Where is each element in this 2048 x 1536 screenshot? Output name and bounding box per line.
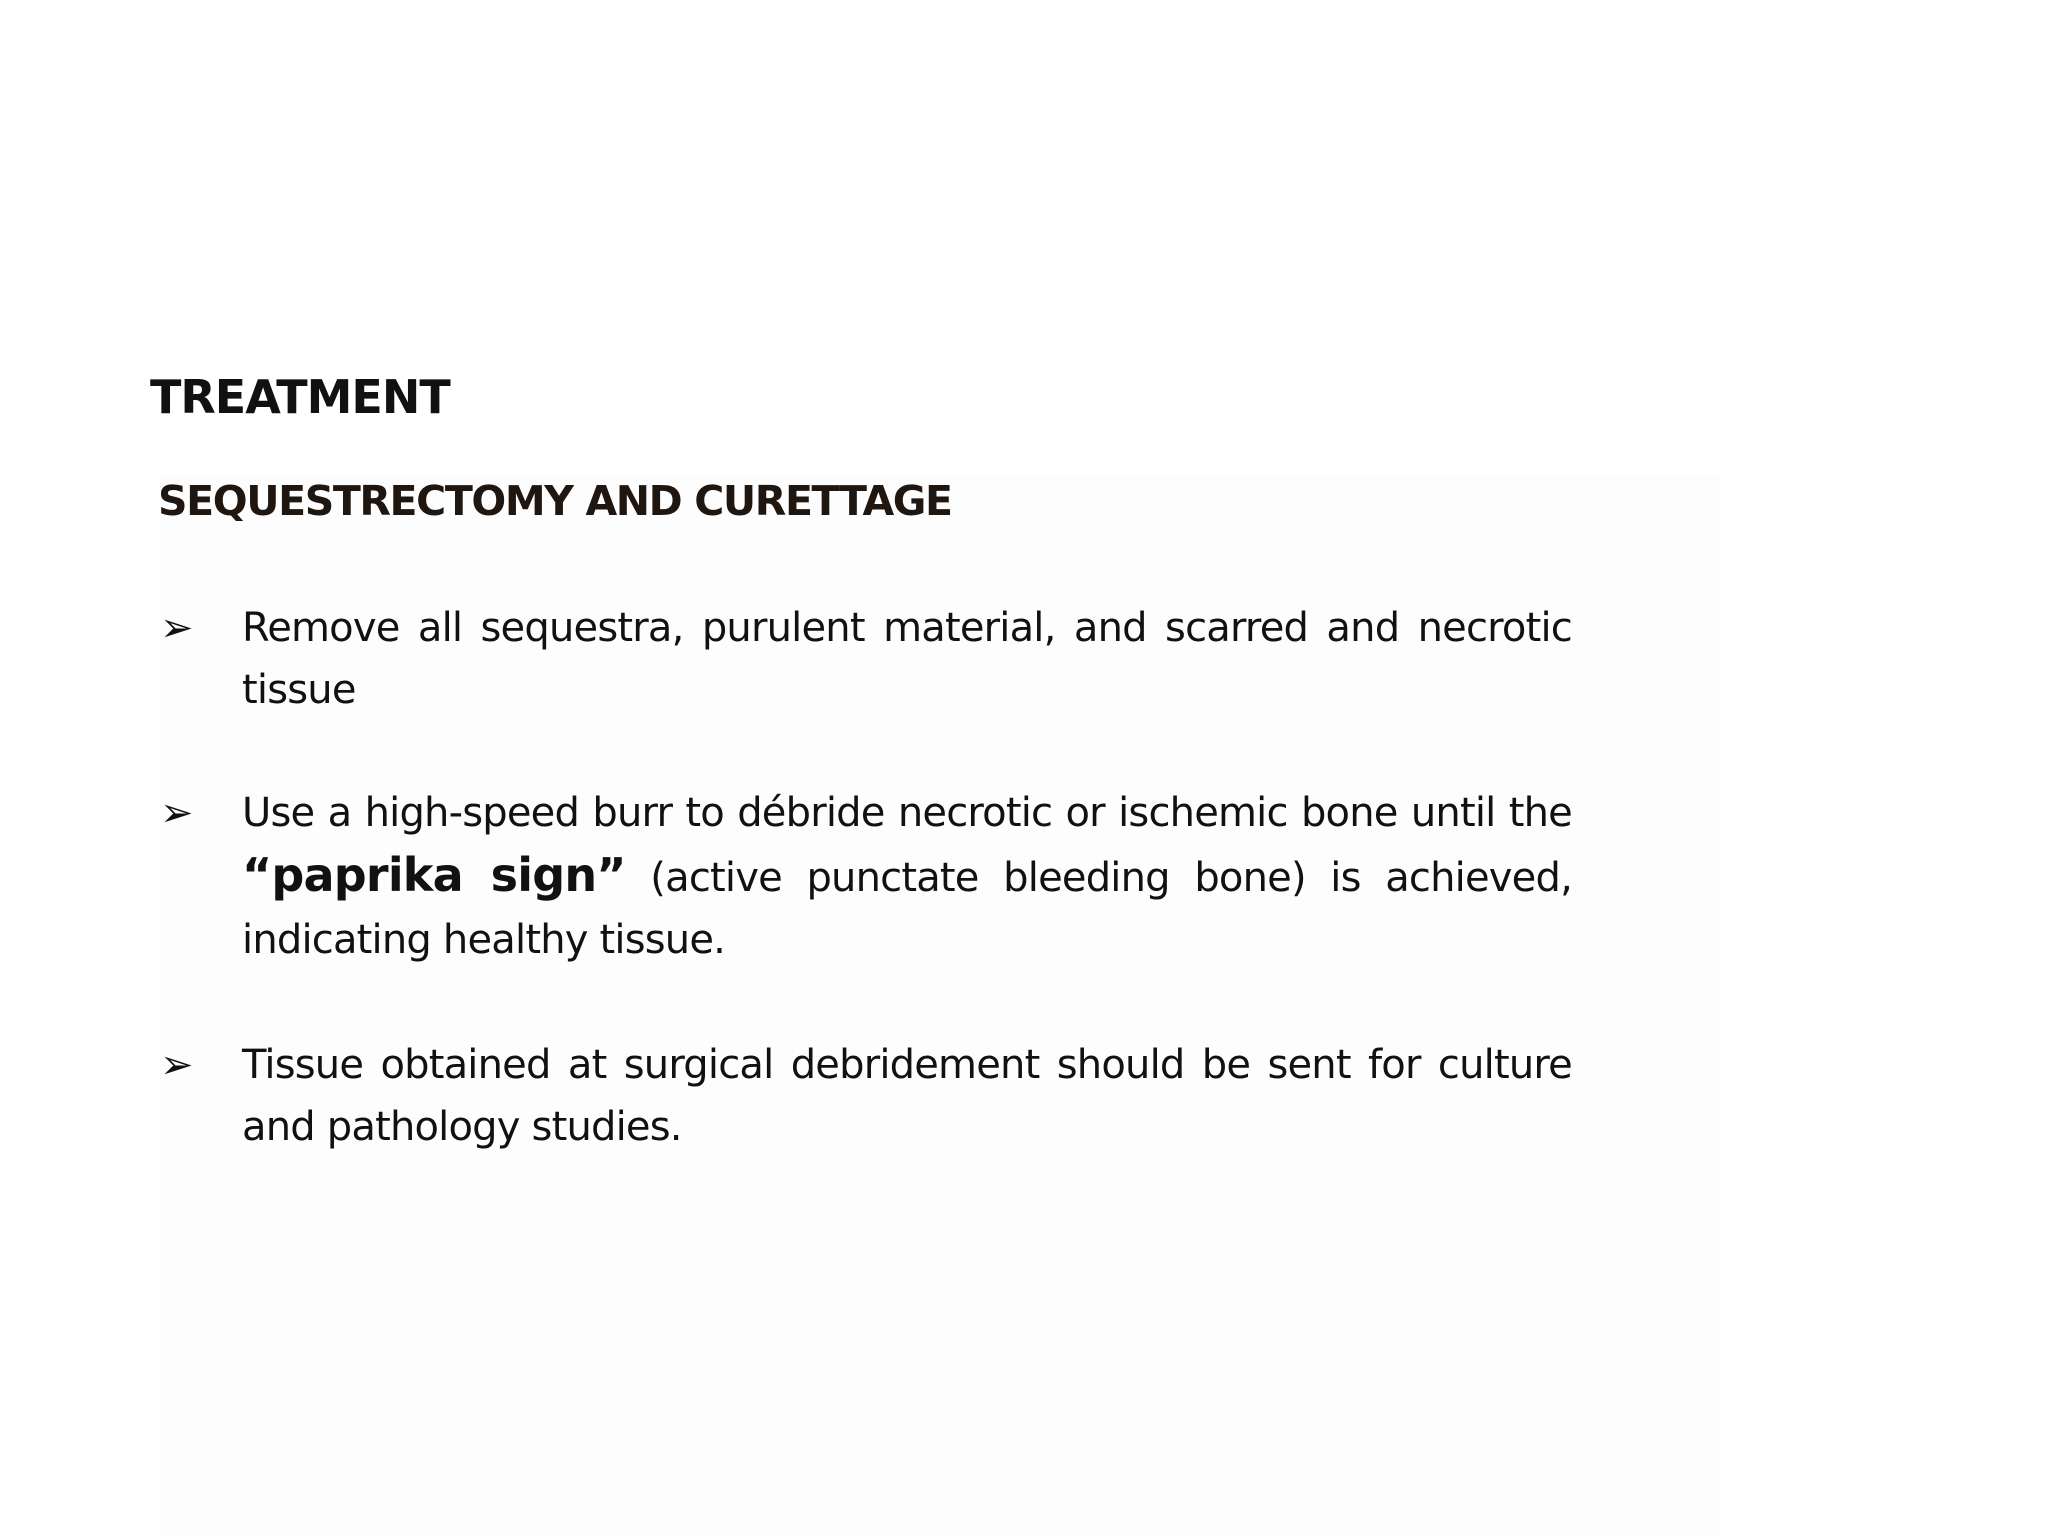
paprika-sign-emphasis: “paprika sign” [242,848,626,902]
slide-title: TREATMENT [150,370,450,424]
bullet-text-part: Remove all sequestra, purulent material, and scarred and necrotic tissue [242,605,1572,713]
bullet-text-part: Tissue obtained at surgical debridement should be sent for culture and pathology studies. [242,1042,1572,1150]
section-subtitle: SEQUESTRECTOMY AND CURETTAGE [158,477,952,525]
bullet-text [242,782,1572,971]
bullet-text-part: (active punctate bleeding bone) is achieved, indicating healthy tissue. [242,855,1572,963]
bullet-text-part: Use a high-speed burr to débride necrotic or ischemic bone until the [242,790,1572,836]
arrow-bullet-icon: ➢ [160,790,194,836]
bullet-text [242,1034,1572,1158]
bullet-text [242,597,1572,721]
bullet-item-tissue-culture [160,1034,1572,1158]
arrow-bullet-icon: ➢ [160,605,194,651]
arrow-bullet-icon: ➢ [160,1042,194,1088]
bullet-item-paprika-sign [160,782,1572,971]
bullet-item-remove-sequestra [160,597,1572,721]
